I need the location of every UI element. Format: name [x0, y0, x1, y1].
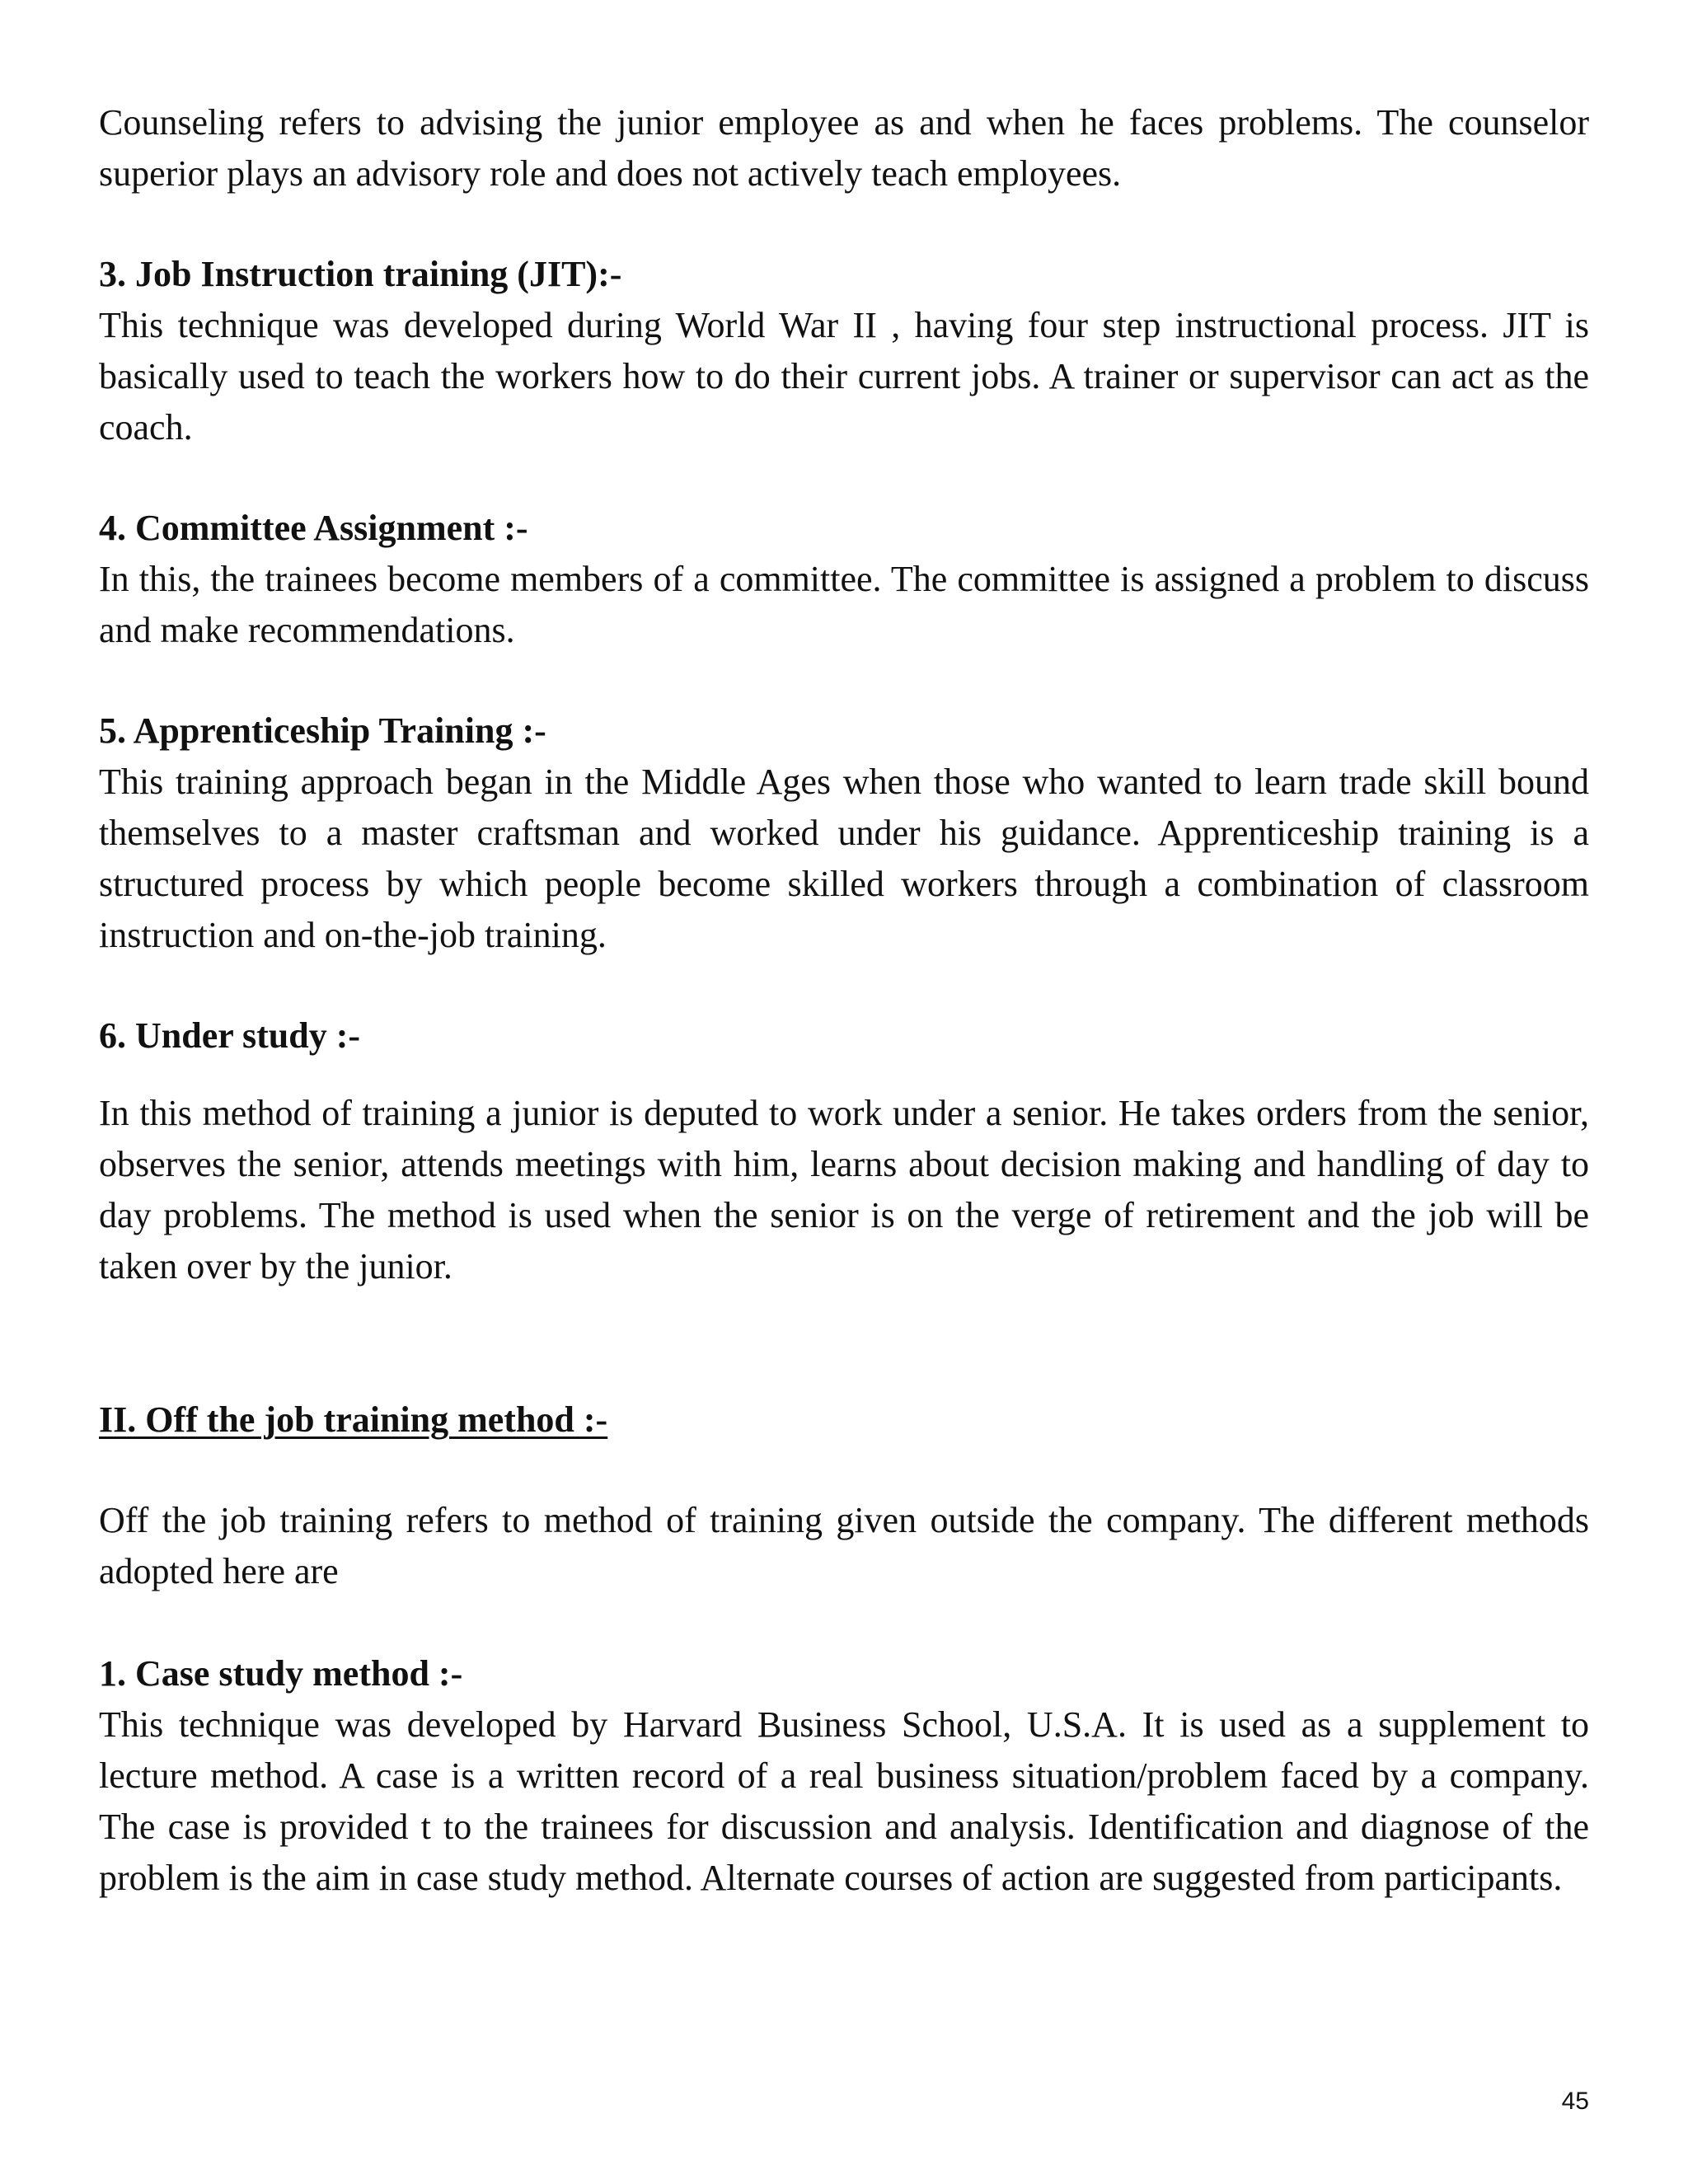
- off-the-job-heading: II. Off the job training method :-: [99, 1399, 608, 1440]
- committee-heading: 4. Committee Assignment :-: [99, 508, 528, 548]
- counseling-paragraph: Counseling refers to advising the junior employee as and when he faces problems. The counselor superior plays an advisory role and does not actively teach employees.: [99, 102, 1589, 194]
- apprenticeship-paragraph: This training approach began in the Middle Ages when those who wanted to learn trade skill bound themselves to a master craftsman and worked under his guidance. Apprenticeship training is a structured process by which people become skilled workers through a combination of classroom instruction and on-the-job training.: [99, 762, 1589, 955]
- jit-heading: 3. Job Instruction training (JIT):-: [99, 254, 622, 294]
- committee-paragraph: In this, the trainees become members of a committee. The committee is assigned a problem to discuss and make recommendations.: [99, 559, 1589, 650]
- apprenticeship-heading: 5. Apprenticeship Training :-: [99, 710, 546, 751]
- case-study-paragraph: This technique was developed by Harvard Business School, U.S.A. It is used as a supplement to lecture method. A case is a written record of a real business situation/problem faced by a company. The case is provided t to the trainees for discussion and analysis. Identification and diagnose of the problem is the aim in case study method. Alternate courses of action are suggested from participants.: [99, 1704, 1589, 1898]
- understudy-paragraph: In this method of training a junior is deputed to work under a senior. He takes orders from the senior, observes the senior, attends meetings with him, learns about decision making and handling of day to day problems. The method is used when the senior is on the verge of retirement and the job will be taken over by the junior.: [99, 1093, 1589, 1286]
- case-study-heading: 1. Case study method :-: [99, 1653, 463, 1694]
- understudy-heading: 6. Under study :-: [99, 1015, 361, 1056]
- off-the-job-paragraph: Off the job training refers to method of training given outside the company. The different methods adopted here are: [99, 1500, 1589, 1591]
- page-number: 45: [1561, 2088, 1589, 2115]
- jit-paragraph: This technique was developed during World War II , having four step instructional process. JIT is basically used to teach the workers how to do their current jobs. A trainer or supervisor can act as the coach.: [99, 305, 1589, 448]
